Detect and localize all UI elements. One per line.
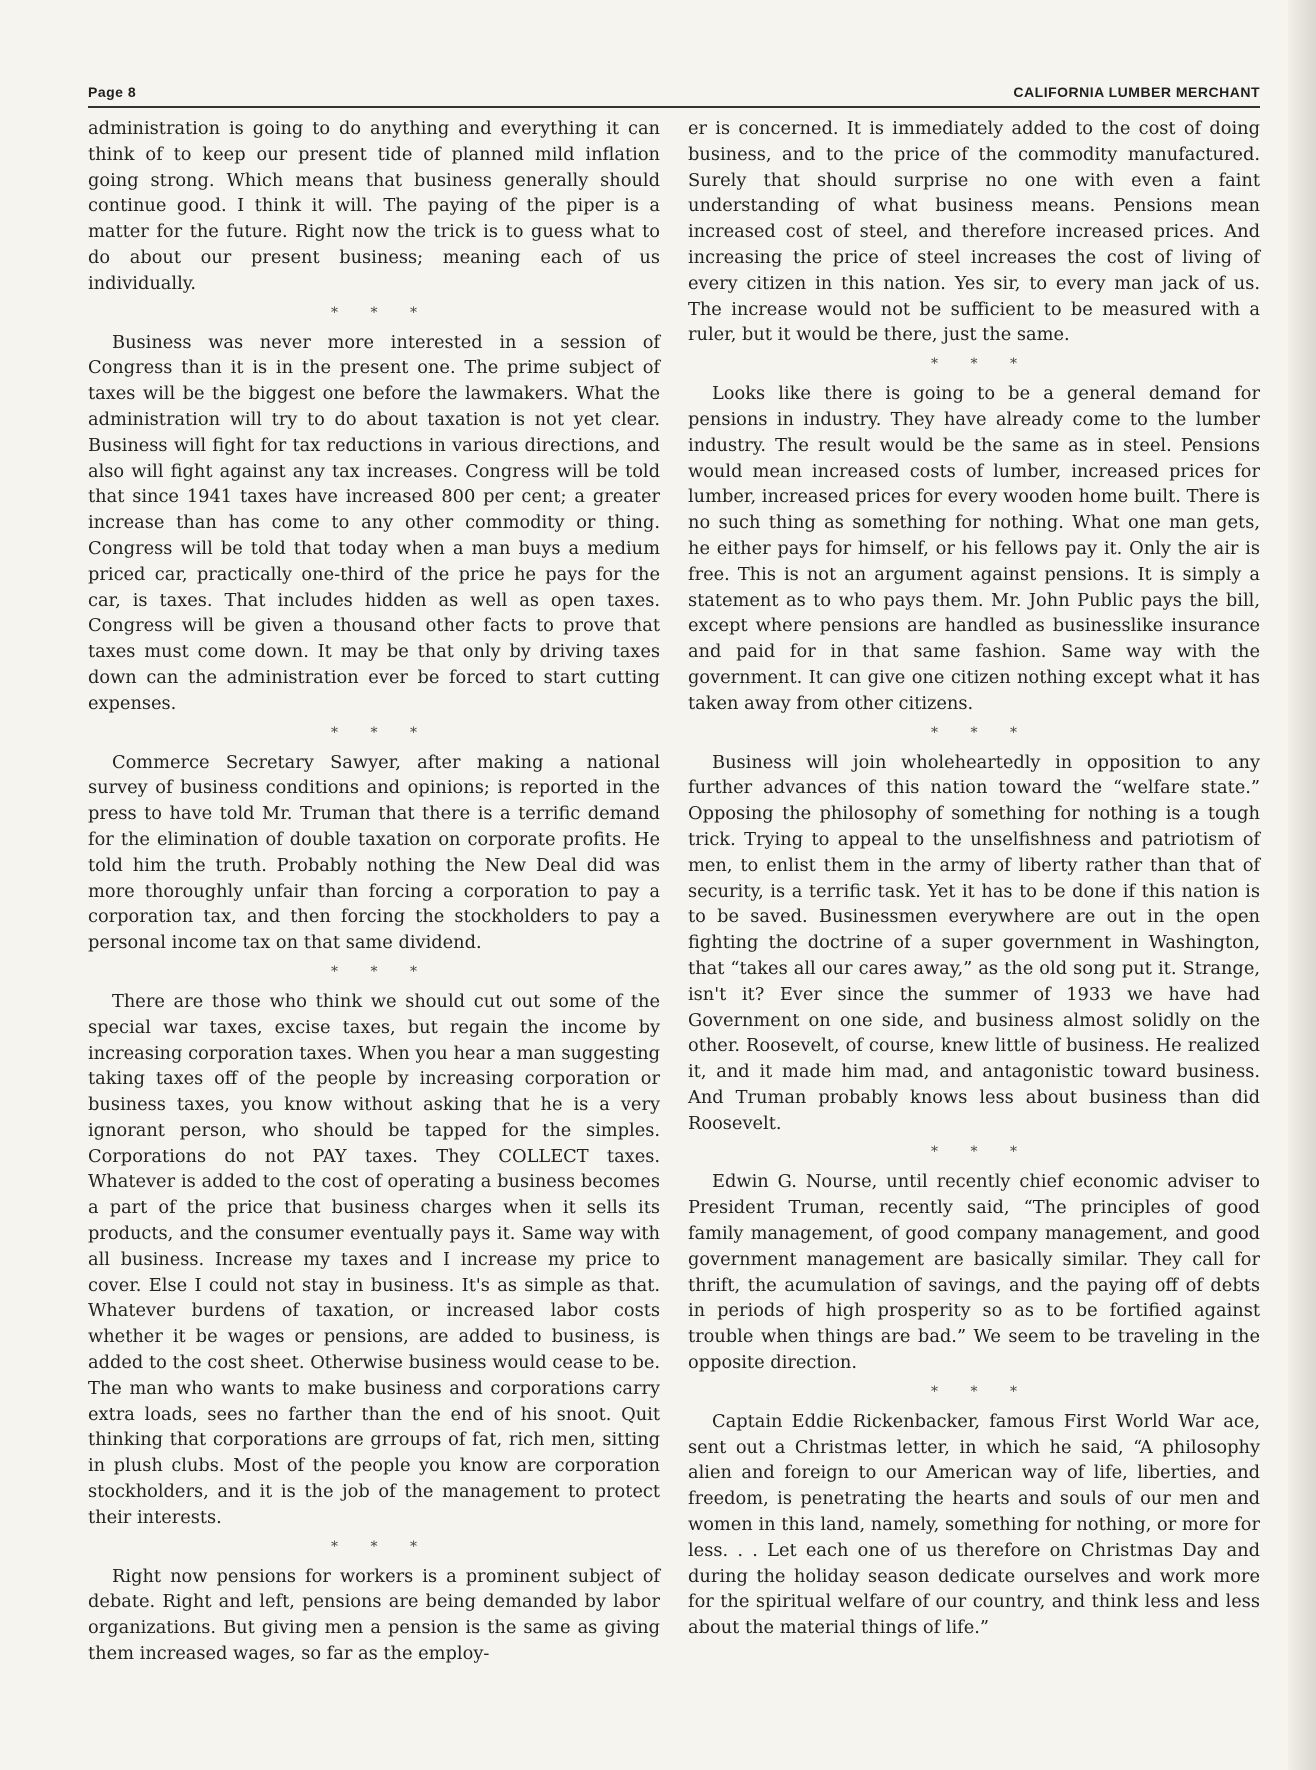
section-separator: * * * [331,963,431,980]
paragraph: Commerce Secretary Sawyer, after making a national survey of business conditions and opinions; is reported in the press to have told Mr. Truman that there is a terrific demand for the elimination of double taxation on corporate profits. He told him the truth. Probably nothing the New Deal did was more thoroughly unfair than forcing a corporation to pay a corporation tax, and then forcing the stockholders to pay a personal income tax on that same dividend. [88,751,660,954]
section-separator: * * * [931,724,1031,741]
header-rule [88,106,1260,108]
publication-title: CALIFORNIA LUMBER MERCHANT [1013,84,1260,100]
section-separator: * * * [331,1538,431,1555]
paragraph: There are those who think we should cut out some of the special war taxes, excise taxes, but regain the income by increasing corporation taxes. When you hear a man suggesting taking taxes off of the people by increasing corporation or business taxes, you know without asking that he is a very ignorant person, who should be tapped for the simples. Corporations do not PAY taxes. They COLLECT taxes. Whatever is added to the cost of operating a business becomes a part of the price that business charges when it sells its products, and the consumer eventually pays it. Same way with all business. Increase my taxes and I increase my price to cover. Else I could not stay in business. It's as simple as that. Whatever burdens of taxation, or increased labor costs whether it be wages or pensions, are added to business, is added to the cost sheet. Otherwise business would cease to be. The man who wants to make business and corporations carry extra loads, sees no farther than the end of his snoot. Quit thinking that corporations are grroups of fat, rich men, sitting in plush clubs. Most of the people you know are corporation stockholders, and it is the job of the management to protect their interests. [88,990,660,1528]
paragraph: er is concerned. It is immediately added to the cost of doing business, and to the price of the commodity manufactured. Surely that should surprise no one with even a faint understanding of what business means. Pensions mean increased cost of steel, and therefore increased prices. And increasing the price of steel increases the cost of living of every citizen in this nation. Yes sir, to every man jack of us. The increase would not be sufficient to be measured with a ruler, but it would be there, just the same. [688,118,1260,346]
page-binding-edge [1288,0,1316,1770]
paragraph: Right now pensions for workers is a prominent subject of debate. Right and left, pensions are being demanded by labor organizations. But giving men a pension is the same as giving them increased wages, so far as the employ- [88,1565,660,1665]
paragraph: Captain Eddie Rickenbacker, famous First World War ace, sent out a Christmas letter, in which he said, “A philosophy alien and foreign to our American way of life, liberties, and freedom, is penetrating the hearts and souls of our men and women in this land, namely, something for nothing, or more for less. . . Let each one of us therefore on Christmas Day and during the holiday season dedicate ourselves and work more for the spiritual welfare of our country, and think less and less about the material things of life.” [688,1410,1260,1639]
paragraph: Business was never more interested in a session of Congress than it is in the present one. The prime subject of taxes will be the biggest one before the lawmakers. What the administration will try to do about taxation is not yet clear. Business will fight for tax reductions in various directions, and also will fight against any tax increases. Congress will be told that since 1941 taxes have increased 800 per cent; a greater increase than has come to any other commodity or thing. Congress will be told that today when a man buys a medium priced car, practically one-third of the price he pays for the car, is taxes. That includes hidden as well as open taxes. Congress will be given a thousand other facts to prove that taxes must come down. It may be that only by driving taxes down can the administration ever be forced to start cutting expenses. [88,331,660,714]
section-separator: * * * [331,304,431,321]
section-separator: * * * [931,356,1031,373]
paragraph: administration is going to do anything and everything it can think of to keep our present tide of planned mild inflation going strong. Which means that business generally should continue good. I think it will. The paying of the piper is a matter for the future. Right now the trick is to guess what to do about our present business; meaning each of us individually. [88,118,660,294]
section-separator: * * * [931,1144,1031,1161]
paragraph: Edwin G. Nourse, until recently chief economic adviser to President Truman, recently said, “The principles of good family management, of good company management, and good government management are basically similar. They call for thrift, the acumulation of savings, and the paying off of debts in periods of high prosperity so as to be fortified against trouble when things are bad.” We seem to be traveling in the opposite direction. [688,1171,1260,1374]
section-separator: * * * [331,724,431,741]
page-number: Page 8 [88,84,137,100]
paragraph: Looks like there is going to be a general demand for pensions in industry. They have already come to the lumber industry. The result would be the same as in steel. Pensions would mean increased costs of lumber, increased prices for lumber, increased prices for every wooden home built. There is no such thing as something for nothing. What one man gets, he either pays for himself, or his fellows pay it. Only the air is free. This is not an argument against pensions. It is simply a statement as to who pays them. Mr. John Public pays the bill, except where pensions are handled as businesslike insurance and paid for in that same fashion. Same way with the government. It can give one citizen nothing except what it has taken away from other citizens. [688,383,1260,714]
page-header [88,80,1260,104]
left-column [88,116,660,1667]
paragraph: Business will join wholeheartedly in opposition to any further advances of this nation toward the “welfare state.” Opposing the philosophy of something for nothing is a tough trick. Trying to appeal to the unselfishness and patriotism of men, to enlist them in the army of liberty rather than that of security, is a terrific task. Yet it has to be done if this nation is to be saved. Businessmen everywhere are out in the open fighting the doctrine of a super government in Washington, that “takes all our cares away,” as the old song put it. Strange, isn't it? Ever since the summer of 1933 we have had Government on one side, and business almost solidly on the other. Roosevelt, of course, knew little of business. He realized it, and it made him mad, and antagonistic toward business. And Truman probably knows less about business than did Roosevelt. [688,751,1260,1134]
right-column [688,116,1260,1641]
section-separator: * * * [931,1383,1031,1400]
